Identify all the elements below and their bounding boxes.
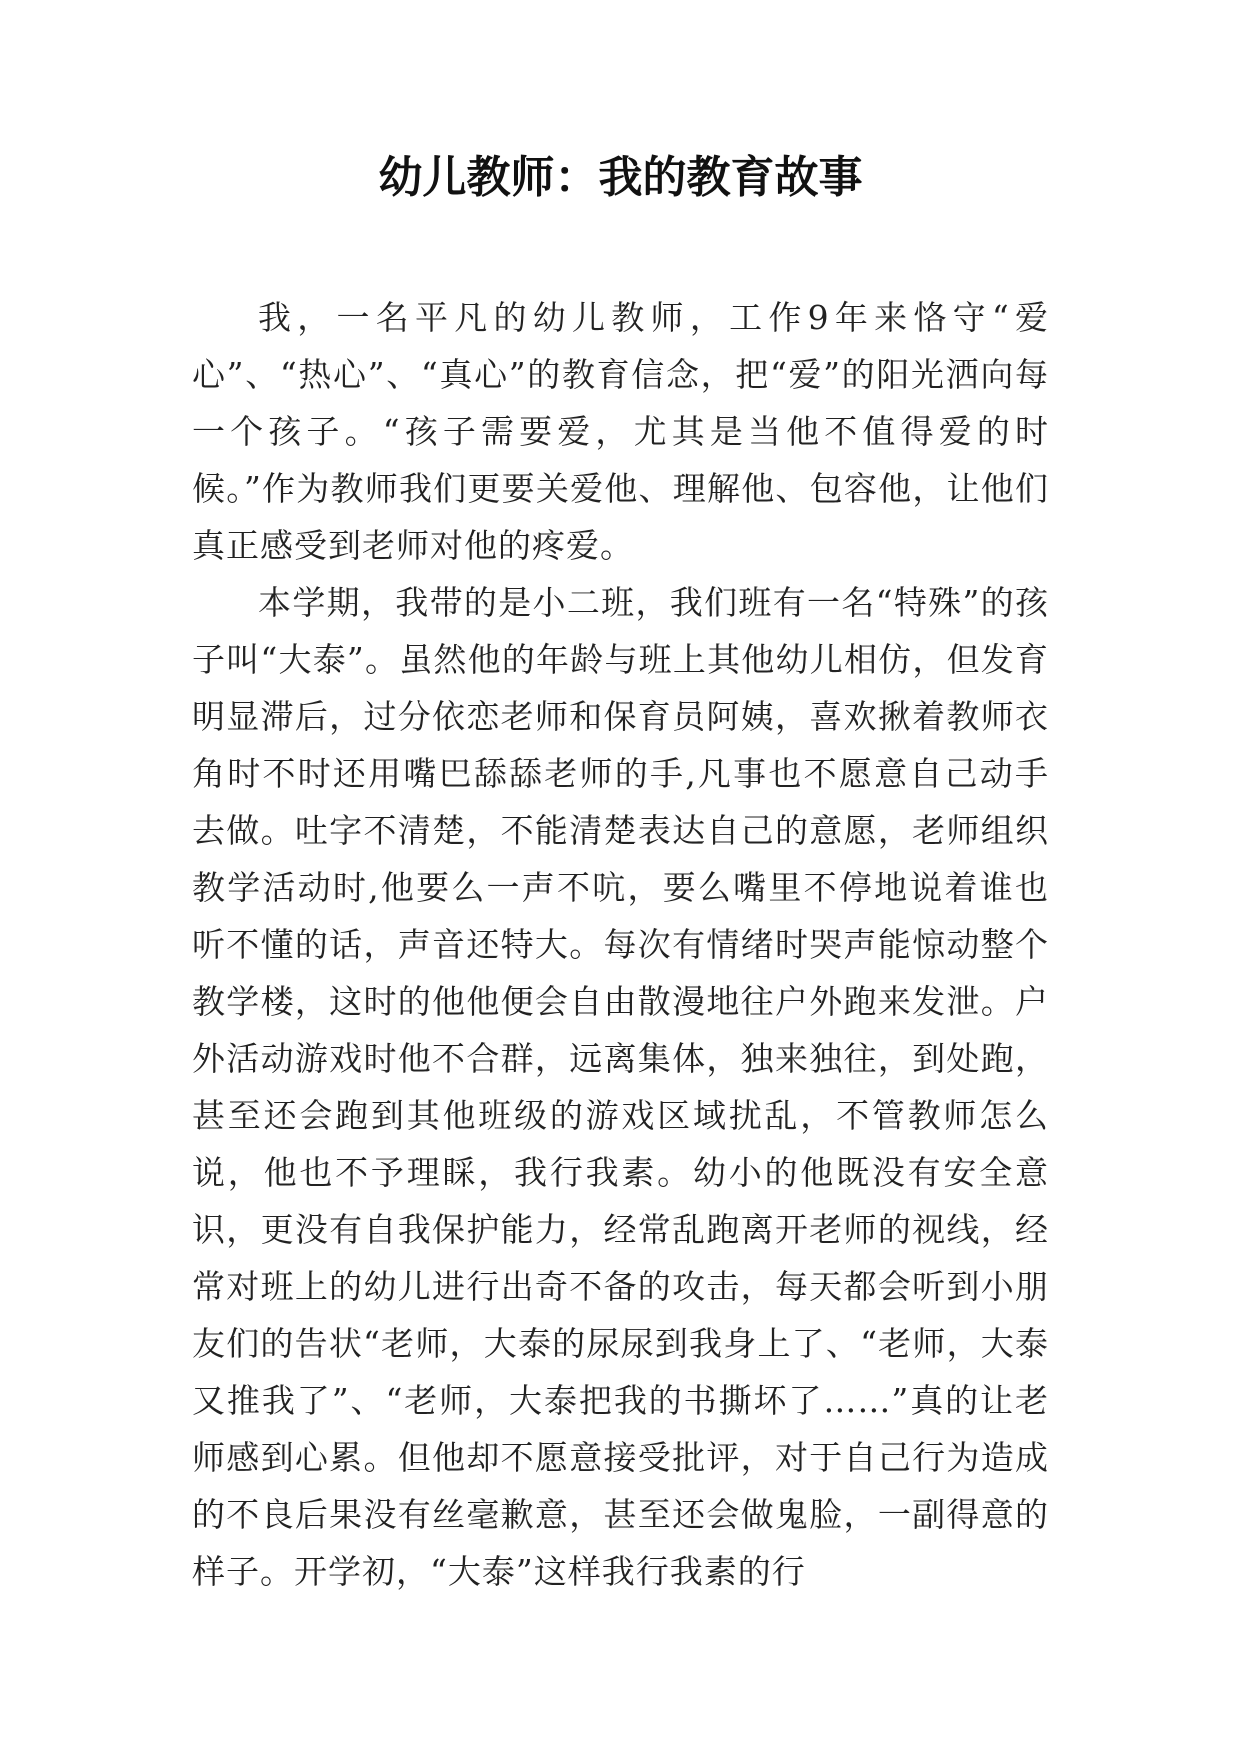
document-title: 幼儿教师：我的教育故事 (378, 152, 863, 203)
document-body (192, 289, 1049, 1600)
paragraph-1: 我，一名平凡的幼儿教师，工作9年来恪守“爱心”、“热心”、“真心”的教育信念，把“爱”的阳光洒向每一个孩子。“孩子需要爱，尤其是当他不值得爱的时候。”作为教师我们更要关爱他、理解他、包容他，让他们真正感受到老师对他的疼爱。 (192, 298, 1049, 565)
paragraph-2: 本学期，我带的是小二班，我们班有一名“特殊”的孩子叫“大泰”。虽然他的年龄与班上其他幼儿相仿，但发育明显滞后，过分依恋老师和保育员阿姨，喜欢揪着教师衣角时不时还用嘴巴舔舔老师的手,凡事也不愿意自己动手去做。吐字不清楚，不能清楚表达自己的意愿，老师组织教学活动时,他要么一声不吭，要么嘴里不停地说着谁也听不懂的话，声音还特大。每次有情绪时哭声能惊动整个教学楼，这时的他他便会自由散漫地往户外跑来发泄。户外活动游戏时他不合群，远离集体，独来独往，到处跑，甚至还会跑到其他班级的游戏区域扰乱，不管教师怎么说，他也不予理睬，我行我素。幼小的他既没有安全意识，更没有自我保护能力，经常乱跑离开老师的视线，经常对班上的幼儿进行出奇不备的攻击，每天都会听到小朋友们的告状“老师，大泰的尿尿到我身上了、“老师，大泰又推我了”、“老师，大泰把我的书撕坏了……”真的让老师感到心累。但他却不愿意接受批评，对于自己行为造成的不良后果没有丝毫歉意，甚至还会做鬼脸，一副得意的样子。开学初，“大泰”这样我行我素的行 (192, 583, 1049, 1591)
